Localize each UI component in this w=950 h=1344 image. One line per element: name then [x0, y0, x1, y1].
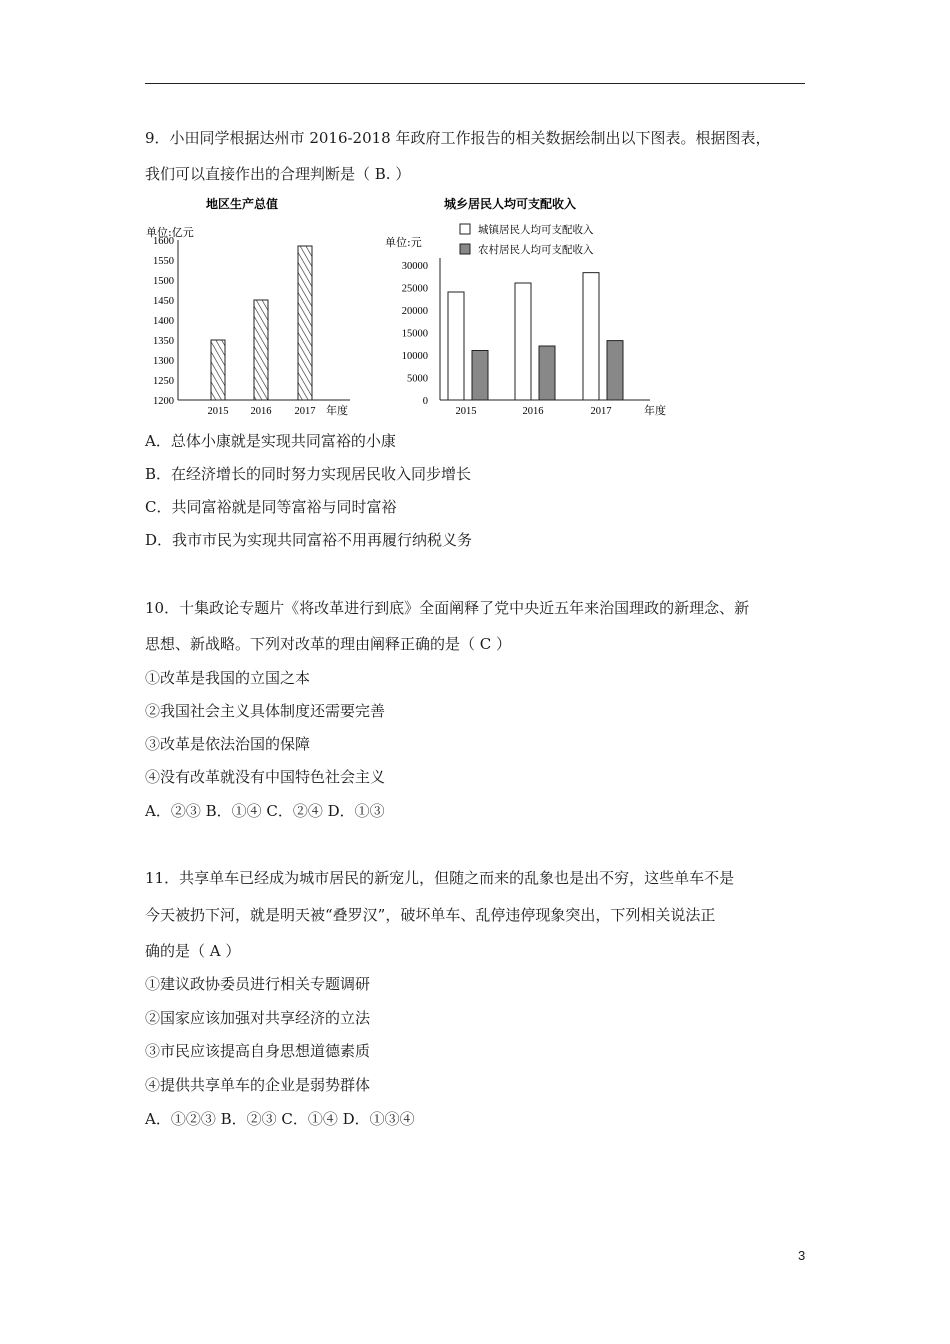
chart1-ytick-label: 1550	[153, 256, 174, 267]
page-number: 3	[798, 1248, 806, 1263]
chart2-ytick-label: 25000	[401, 283, 428, 295]
chart1-ytick-label: 1400	[153, 316, 174, 327]
chart2-ytick-label: 5000	[407, 373, 428, 385]
q10-stem-line2: 思想、新战略。下列对改革的理由阐释正确的是（ C ）	[145, 635, 512, 653]
chart2-xtick-label: 2016	[522, 406, 544, 417]
q10-stem-line1: 10．十集政论专题片《将改革进行到底》全面阐释了党中央近五年来治国理政的新理念、新	[145, 599, 750, 617]
q9-stem-line1: 9．小田同学根据达州市 2016-2018 年政府工作报告的相关数据绘制出以下图表。根据图表，	[145, 129, 771, 147]
q11-stem-line1: 11．共享单车已经成为城市居民的新宠儿，但随之而来的乱象也是出不穷，这些单车不是	[145, 869, 735, 887]
chart2-ylabel: 单位:元	[385, 236, 422, 249]
chart1-ytick-label: 1250	[153, 376, 174, 387]
q11-options: A．①②③ B．②③ C．①④ D．①③④	[145, 1110, 415, 1128]
header-rule	[145, 83, 805, 84]
q9-option-d: D．我市市民为实现共同富裕不用再履行纳税义务	[145, 531, 473, 549]
chart1-ytick-label: 1450	[153, 296, 174, 307]
chart2-legend-rural-swatch	[460, 244, 470, 254]
q10-item-1: ①改革是我国的立国之本	[145, 669, 311, 687]
chart1-xtick-label: 2015	[207, 406, 229, 417]
chart1-ytick-label: 1500	[153, 276, 174, 287]
chart2-bar-rural-2016	[539, 346, 555, 400]
chart1-bar-2016	[254, 300, 268, 400]
chart1-title: 地区生产总值	[206, 197, 279, 211]
q10-item-3: ③改革是依法治国的保障	[145, 735, 311, 753]
chart2-xtick-label: 2015	[455, 406, 477, 417]
q9-option-a: A．总体小康就是实现共同富裕的小康	[145, 432, 396, 450]
chart2-bar-rural-2017	[607, 341, 623, 400]
chart2-xlabel: 年度	[644, 404, 666, 417]
q11-stem-line3: 确的是（ A ）	[145, 942, 241, 960]
q11-item-4: ④提供共享单车的企业是弱势群体	[145, 1076, 371, 1094]
chart1-ytick-label: 1300	[153, 356, 174, 367]
q11-item-2: ②国家应该加强对共享经济的立法	[145, 1009, 371, 1027]
q11-stem-line2: 今天被扔下河，就是明天被“叠罗汉”，破坏单车、乱停违停现象突出，下列相关说法正	[145, 906, 716, 924]
chart1-xtick-label: 2017	[294, 406, 316, 417]
q9-option-b: B．在经济增长的同时努力实现居民收入同步增长	[145, 465, 472, 483]
q10-options: A．②③ B．①④ C．②④ D．①③	[145, 802, 385, 820]
chart1-xtick-label: 2016	[250, 406, 272, 417]
q11-item-1: ①建议政协委员进行相关专题调研	[145, 975, 371, 993]
chart2-ytick-label: 15000	[401, 328, 428, 340]
chart1-xlabel: 年度	[326, 404, 348, 417]
chart2-ytick-label: 30000	[401, 261, 428, 272]
chart2-xtick-label: 2017	[590, 406, 612, 417]
q9-charts	[130, 192, 690, 422]
q10-item-2: ②我国社会主义具体制度还需要完善	[145, 702, 386, 720]
chart2-bar-urban-2016	[515, 283, 531, 400]
chart1-ytick-label: 1200	[153, 396, 174, 407]
q10-item-4: ④没有改革就没有中国特色社会主义	[145, 768, 386, 786]
chart2-legend-urban-swatch	[460, 224, 470, 234]
chart1-bar-2017	[298, 246, 312, 400]
q9-stem-line2: 我们可以直接作出的合理判断是（ B. ）	[145, 165, 411, 183]
q11-item-3: ③市民应该提高自身思想道德素质	[145, 1042, 371, 1060]
chart2-ytick-label: 0	[422, 396, 428, 407]
chart1-ylabel: 单位:亿元	[146, 226, 194, 239]
chart2-bar-urban-2017	[583, 273, 599, 400]
chart2-bar-urban-2015	[448, 292, 464, 400]
chart1-ytick-label: 1350	[153, 336, 174, 347]
chart1-ytick-label: 1600	[153, 236, 174, 247]
chart2-ytick-label: 20000	[401, 306, 428, 317]
chart2-title: 城乡居民人均可支配收入	[444, 197, 577, 211]
chart2-ytick-label: 10000	[401, 351, 428, 362]
chart2-legend-urban-label: 城镇居民人均可支配收入	[478, 225, 594, 236]
chart2-legend-rural-label: 农村居民人均可支配收入	[478, 245, 594, 256]
q9-option-c: C．共同富裕就是同等富裕与同时富裕	[145, 498, 397, 516]
chart1-bar-2015	[211, 340, 225, 400]
chart2-bar-rural-2015	[472, 351, 488, 401]
